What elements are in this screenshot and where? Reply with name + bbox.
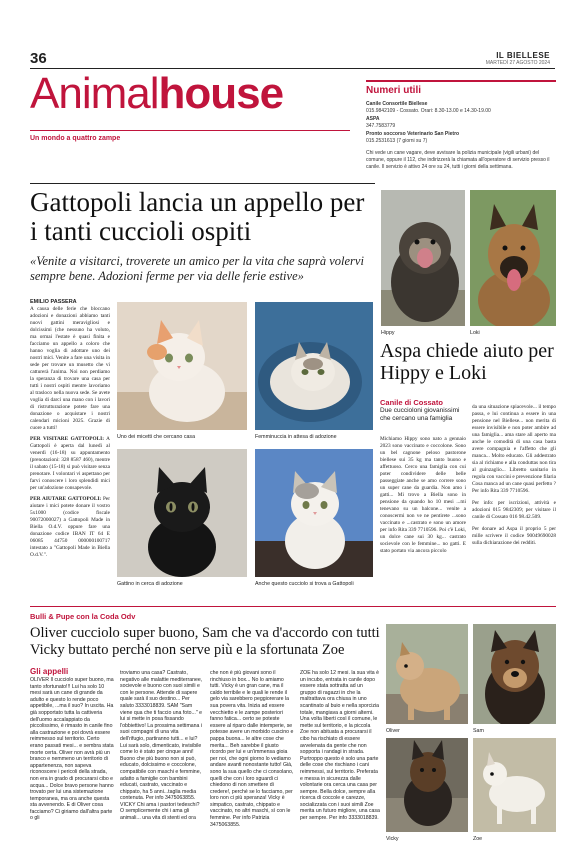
main-subheading: PER AIUTARE GATTOPOLI: [30,496,102,502]
dog-illustration [473,624,556,724]
cat-photo-black [117,449,247,577]
aspa-column-1: Michiamo Hippy sono nato a gennaio 2023 sono vaccinato e coccolone. Sono un bel cagnone peloso pastorone biellese sui 35 kg ma tanto buono e affettuoso. Cerco una famiglia con cui poter condividere delle belle passeggiate anche se amo correre sono un super cane da guardia. Non amo i gatti... Mi trovo a Biella sono in pensione da quando ho 10 mesi ...mi tenevano su un balcone... venite a conoscermi non ve ne pentirete ...sono vaccinato e ...castrato e sono un amore per info Rita 339 7710596. Poi c'è Loki, un dolce cane sui 30 kg... castrato socievole con le femmine... no gatti. E stato portato via ancora piccolo [380,436,466,554]
main-headline: Gattopoli lancia un appello per i tanti cuccioli ospiti [30,187,365,246]
photo-caption: Gattino in cerca di adozione [117,581,183,587]
issue-date: MARTEDÌ 27 AGOSTO 2024 [485,60,550,66]
main-subsection [30,436,110,492]
dog-photo-label: Oliver [386,728,400,734]
numeri-utili-title: Numeri utili [366,85,422,96]
dog-photo-vicky [386,738,468,832]
dog-photo-label: Loki [470,330,480,336]
dog-photo-label: Zoe [473,836,483,842]
aspa-donation: Per donare ad Aspa il proprio 5 per mille scrivere il codice 90049690028 sulla dichiarazione dei redditi. [472,526,556,546]
aspa-kicker: Canile di Cossato [380,398,443,407]
article-top-rule [30,183,375,184]
dog-illustration [386,624,468,724]
dog-illustration [473,738,556,832]
dog-photo-label: Hippy [381,330,395,336]
numeri-line: 015.2531613 (7 giorni su 7) [366,138,428,144]
numeri-line: Pronto soccorso Veterinario San Pietro [366,131,460,137]
rubric-title [30,69,284,118]
main-subheading: PER VISITARE GATTOPOLI: [30,436,104,442]
aspa-body-text: da una situazione spiacevole... il tempo passa, e lui continua a essere in una pensione nel Biellese... non merita di essere invisibile e non poter ambire ad una famiglia... ama stare all aperto ma anche le comodità di una casa basta avere compagnia e l'affetto che gli manca... Molto educato. Gli addestrato sia al richiamo e alla conduttas non tira al guinzaglio... Libretto sanitario in regola con vaccini e prevenzione filaria Cosa manca ad un cane quasi perfetto ? Per info Rita 339 7710596. [472,404,556,494]
photo-caption: Anche questo cucciolo si trova a Gattopoli [255,581,354,587]
bottom-kicker: Bulli & Pupe con la Coda Odv [30,612,136,621]
dog-photo-hippy [381,190,465,326]
main-deck: «Venite a visitarci, troverete un amico per la vita che saprà volervi sempre bene. Adozioni ferme per via delle ferie estive» [30,254,364,283]
rubric-part2: house [158,69,284,118]
dog-photo-label: Vicky [386,836,399,842]
newspaper-name: IL BIELLESE [496,51,550,60]
cat-photo-white-red [117,302,247,430]
cat-photo-grey-bed [255,302,373,430]
bottom-column-1: OLIVER Il cucciolo super buono, ma tanto sfortunato!!! Lui ha solo 10 mesi sarà un cane di grande da adulto e questo lo rende poco appetibile, ...ma il suo? In uscita. Ha già sopportato tutta la cattiveria dell'uomo accalappiato da piccolissimo, è rimasto in canile fino alla castrazione e poi dovrà essere reimmesso sul territorio. Certo erano passati mesi... e sembra stata morte certa. Oliver non avrà più un branco e nemmeno un territorio di appartenenza, non sapeva riconoscere i pericoli della strada, non era in grado di procurarsi cibo e acqua... Dolce bravo persone hanno trovato per lui una sistemazione temporanea, ma ora anche questa sta avvenendo. E di Oliver cosa facciamo? Ci giriamo dall'altra parte o gli [30,677,114,822]
bottom-rule [30,606,556,607]
bottom-column-4: ZOE ha solo 12 mesi. la sua vita è un incubo, entrata in canile dopo essere stata sottratta ad un gruppo di ragazzi in che la maltrattava ora chiusa in uno scantinato al buio e nella sporcizia totale, mangiava a giorni alterni. Una volta liberti così il comune, le mette sul territorio, e la piccola Zoe non abituata a procurarsi il cibo ha rischiato di essere avvelenata da gente che non sopporta i randagi in strada. Purtroppo questo è solo una parte delle cose che rischiano i cani reimmessi, sul territorio. Preferata e messa in sicurezza dalle volontarie ora cerca una casa per sempre. Bella dolce, sempre alla ricerca di coccole e carezze, socializzata con i suoi simili Zoe merita un futuro migliore, una casa per sempre. Per info 3333018839. [300,670,380,822]
numeri-line: 015.9842109 - Cossato. Orari: 8.30-13.00 e 14.30-19.00 [366,108,491,114]
aspa-info: Per info: per iscrizioni, attività e adozioni 015 9842309; per visitare il canile di Cossato 016 98.42.509. [472,500,556,520]
rubric-rule [30,130,350,131]
dog-photo-label: Sam [473,728,484,734]
bottom-column-3: che non è più giovani sono il rinchiuso in box... No lo amiamo tutti. Vicky è un gran cane, ma il caldo terribile e le quali le rende il gelo via sarebbero peggiorerare la sua povera vita. Inizia ad essere vecchietto e le zampe posteriori fanno fatica... certo se poteste essere al riparo dalle intemperie, se potesse avere un morbido cuscino e pappa buona... le altre cose che merita... Beh sarebbe il giusto ricordo per lui e un'immensa gioia per noi, che ogni giorno lo vediamo andare avanti nonostante tutto! Già, sono la sua quello che ci consolano, quelli che con i loro sguardi ci chiedono di non smettere di credere!, perché se lo facciamo, per loro non ci più speranza! Vicky è simpatico, castrato, chippato e vaccinato, no altri maschi, sì con le femmine. Per info Patrizia 3475063855. [210,670,294,828]
photo-caption: Uno dei micetti che cercano casa [117,434,196,440]
numeri-note: Chi vede un cane vagare, deve avvisare la polizia municipale (vigili urbani) del comune, oppure il 112, che indirizzerà la chiamata all'operatore di servizio presso il canile. Il servizio è attivo 24 ore su 24, tutti i giorni della settimana. [366,150,550,170]
rubric-tagline: Un mondo a quattro zampe [30,135,121,142]
dog-photo-sam [473,624,556,724]
main-body-text: Per aiutare i mici potete donare il vostro 5x1000 (codice fiscale 90072000027) a Gattopoli Made in Biella O.d.V. oppure fare una donazione codice IBAN IT 64 E 06085 44750 000000100717 intestato a "Gattopoli Made in Biella O.d.V.". [30,496,110,558]
page-number: 36 [30,50,47,67]
main-body-text: A causa delle ferie che bloccano adozioni e donazioni abbiamo tanti nuovi gattini meravigliosi e dolcissimi (che nessuno ha voluto, ma ormai l'estate è quasi finita e facciamo un appello a coloro che hanno voglia di adottare uno dei nostri mici. Venite a fare una visita in sede per trovare un musetto che vi catturerà l'anima. Noi non perdiamo la speranza di trovare una casa per tutti i nostri ospiti mentre lavoriamo al trasloco nella nuova sede. Se avete voglia di darci una mano con i lavori di ristrutturazione potete fare una donazione o acquistare i nostri calendari micioni 2025. Grazie di cuore a tutti! [30,306,110,431]
main-body-text: A Gattopoli è aperta dal lunedì al venerdì (16-18) su appuntamento (prenotazioni: 328 8587 460), mentre il sabato (15-18) si può visitare senza prenotare. I volontari vi aspettano per farvi conoscere i loro splendidi mici per un'adozione consapevole. [30,436,110,491]
dog-illustration [470,190,556,326]
cat-illustration [255,449,373,577]
numeri-rule [366,80,556,82]
dog-photo-loki [470,190,556,326]
bottom-headline: Oliver cucciolo super buono, Sam che va d'accordo con tutti Vicky buttato perché non serve più e la sfortunata Zoe [30,625,380,658]
dog-illustration [386,738,468,832]
aspa-column-2 [472,404,556,547]
numeri-line: Canile Consortile Biellese [366,101,428,107]
photo-caption: Femminuccia in attesa di adozione [255,434,337,440]
aspa-subtitle: Due cuccioloni giovanissimi che cercano una famiglia [380,407,460,422]
cat-photo-white-grey [255,449,373,577]
numeri-line: ASPA [366,116,380,122]
bottom-column-2: troviamo una casa? Castrato, negativo alle malattie mediterranee, socievole e buono con suoi simili e con le persone. Attende di sapere quale sarà il suo destino... Per saluto 3333018839. SAM "Sam viene qua che ti faccio una foto..." e lui si mette in posa fissando l'obbiettivo! La prossima settimana i suoi compagni di una vita dell'rifugio, partiranno tutti... e lui? Lui sarà solo, dimenticato, invisibile come lo è stato per cinque anni! Buono che più buono non si può, educato, dolcissimo e coccolone, compatibile con maschi e femmine, adatto a famiglie con bambini educati, castrato, vaccinato e chippato, ha 5 anni...taglia media contenuta. Per info 3475063855. VICKY Chi ama i pastori tedeschi? O semplicemente chi i ama gli animali... una vita di stenti ed ora [120,670,203,822]
cat-illustration [117,449,247,577]
dog-illustration [381,190,465,326]
main-subsection [30,496,110,559]
dog-photo-zoe [473,738,556,832]
numeri-line: 347.7583779 [366,123,396,129]
section-title: Gli appelli [30,667,69,676]
aspa-headline: Aspa chiede aiuto per Hippy e Loki [380,340,554,384]
cat-illustration [255,302,373,430]
byline: EMILIO PASSERA [30,299,77,305]
dog-photo-oliver [386,624,468,724]
rubric-part1: Animal [30,69,159,118]
main-column [30,306,110,559]
cat-illustration [117,302,247,430]
